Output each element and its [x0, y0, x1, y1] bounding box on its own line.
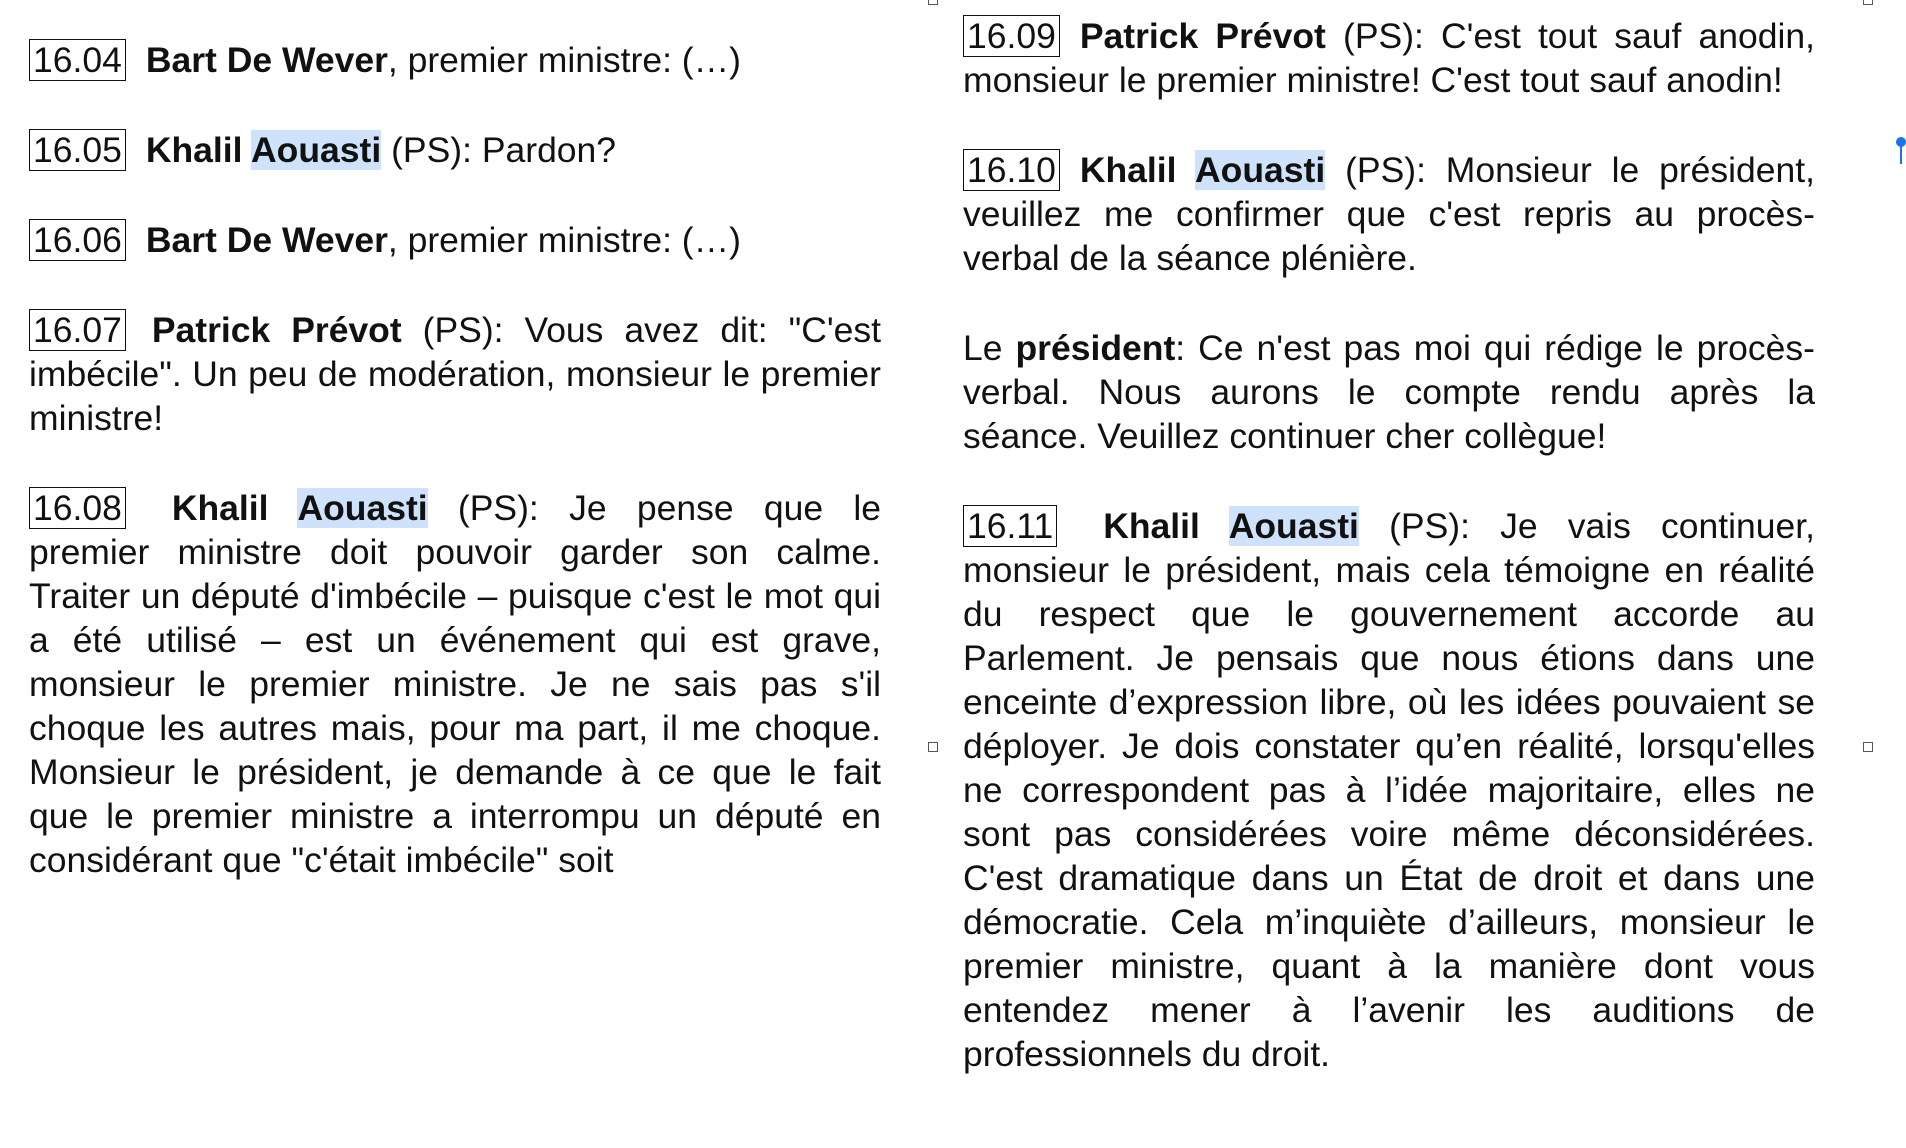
highlighted-search-match: Aouasti [1195, 150, 1326, 190]
speaker-name: président [1015, 328, 1176, 368]
highlighted-search-match: Aouasti [251, 130, 382, 170]
transcript-paragraph-16-07 [29, 308, 881, 440]
paragraph-text: (PS): Je pense que le premier ministre doit pouvoir garder son calme. Traiter un député d'imbécile – puisque c'est le mot qui a été utilisé – est un événement qui est grave, monsieur le premier ministre. Je ne sais pas s'il choque les autres mais, pour ma part, il me choque. Monsieur le président, je demande à ce que le fait que le premier ministre a interrompu un député en considérant que "c'était imbécile" soit [29, 488, 881, 880]
textbox-resize-handle-top-left[interactable] [928, 0, 938, 5]
timestamp-box: 16.10 [963, 149, 1060, 191]
speaker-name: Khalil [171, 488, 298, 528]
highlighted-search-match: Aouasti [1228, 506, 1359, 546]
paragraph-text: (PS): C'est tout sauf anodin, monsieur le premier ministre! C'est tout sauf anodin! [963, 16, 1815, 100]
textbox-resize-handle-right[interactable] [1863, 742, 1873, 752]
highlighted-search-match: Aouasti [297, 488, 428, 528]
transcript-paragraph-16-09 [963, 14, 1815, 102]
transcript-paragraph-16-08 [29, 486, 881, 882]
anchor-pin-icon[interactable] [1896, 137, 1906, 147]
transcript-paragraph-16-04 [29, 38, 881, 82]
timestamp-box: 16.05 [29, 129, 126, 171]
speaker-prefix: Le [963, 328, 1016, 368]
speaker-name: Khalil [1079, 150, 1196, 190]
timestamp-box: 16.07 [29, 309, 126, 351]
transcript-paragraph-president [963, 326, 1815, 458]
paragraph-text: , premier ministre: (…) [387, 220, 741, 260]
transcript-paragraph-16-11 [963, 504, 1815, 1076]
textbox-resize-handle-left[interactable] [928, 742, 938, 752]
timestamp-box: 16.09 [963, 15, 1060, 57]
speaker-name: Bart De Wever [145, 220, 388, 260]
speaker-name: Patrick Prévot [1079, 16, 1326, 56]
speaker-name: Khalil [145, 130, 252, 170]
speaker-name: Khalil [1103, 506, 1229, 546]
timestamp-box: 16.08 [29, 487, 126, 529]
paragraph-text: : Ce n'est pas moi qui rédige le procès-verbal. Nous aurons le compte rendu après la séance. Veuillez continuer cher collègue! [963, 328, 1815, 456]
anchor-pin-stem [1900, 144, 1902, 164]
right-column [963, 0, 1815, 1122]
transcript-paragraph-16-06 [29, 218, 881, 262]
timestamp-box: 16.04 [29, 39, 126, 81]
transcript-paragraph-16-05 [29, 128, 881, 172]
timestamp-box: 16.11 [963, 505, 1057, 547]
textbox-resize-handle-top-right[interactable] [1863, 0, 1873, 5]
paragraph-text: (PS): Je vais continuer, monsieur le président, mais cela témoigne en réalité du respect que le gouvernement accorde au Parlement. Je pensais que nous étions dans une enceinte d’expression libre, où les idées pouvaient se déployer. Je dois constater qu’en réalité, lorsqu'elles ne correspondent pas à l’idée majoritaire, elles ne sont pas considérées voire même déconsidérées. C'est dramatique dans un État de droit et dans une démocratie. Cela m’inquiète d’ailleurs, monsieur le premier ministre, quant à la manière dont vous entendez mener à l’avenir les auditions de professionnels du droit. [963, 506, 1816, 1074]
speaker-name: Bart De Wever [145, 40, 388, 80]
transcript-paragraph-16-10 [963, 148, 1815, 280]
paragraph-text: (PS): Monsieur le président, veuillez me confirmer que c'est repris au procès-verbal de la séance plénière. [963, 150, 1815, 278]
timestamp-box: 16.06 [29, 219, 126, 261]
paragraph-text: (PS): Pardon? [381, 130, 617, 170]
paragraph-text: (PS): Vous avez dit: "C'est imbécile". Un peu de modération, monsieur le premier ministre! [29, 310, 881, 438]
speaker-name: Patrick Prévot [151, 310, 402, 350]
left-column [29, 0, 881, 928]
paragraph-text: , premier ministre: (…) [387, 40, 741, 80]
